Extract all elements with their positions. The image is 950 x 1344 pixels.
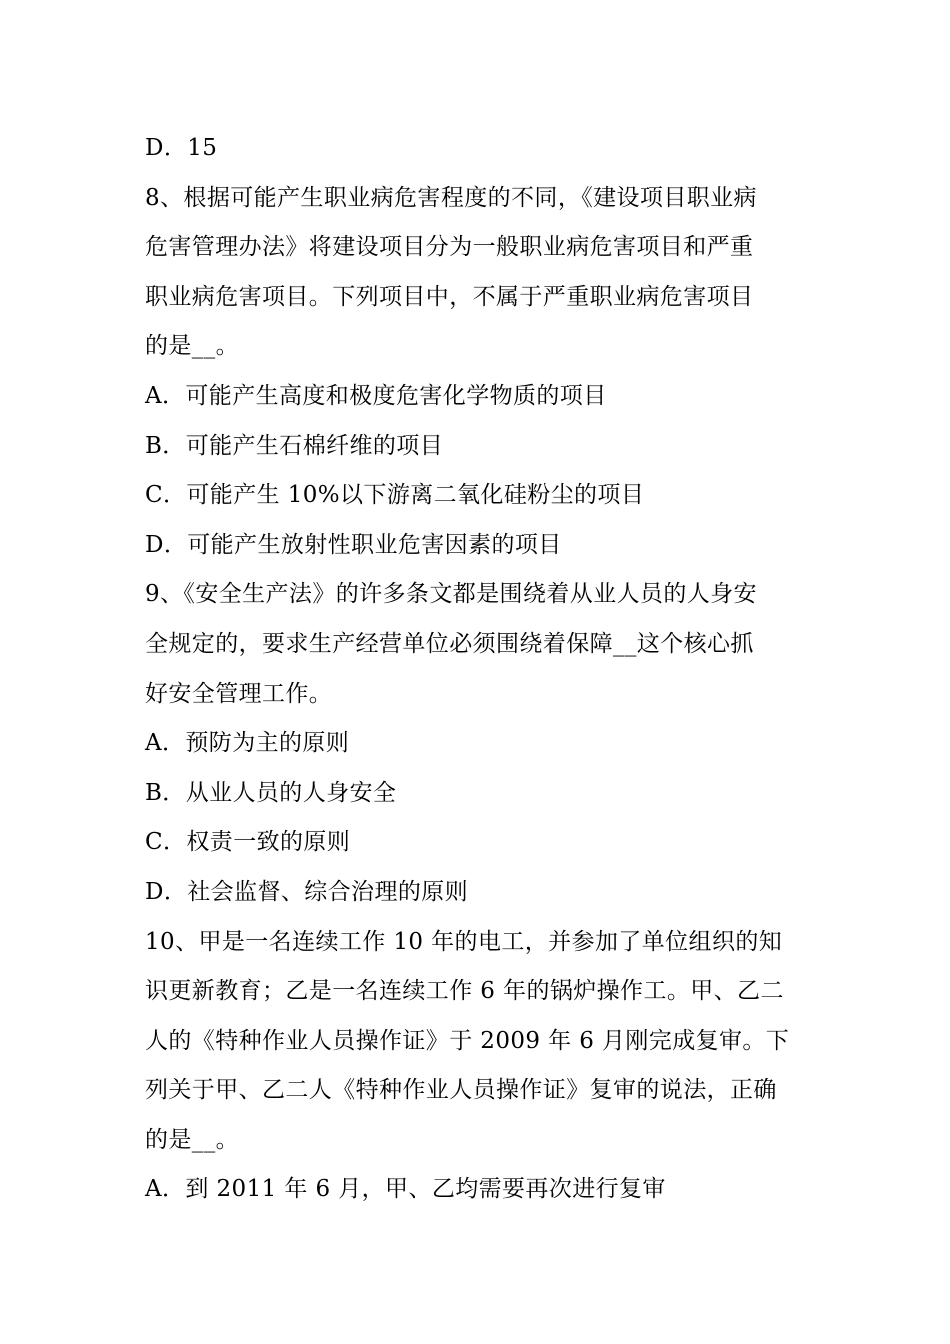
question-8-option-d: D．可能产生放射性职业危害因素的项目 [145,531,562,558]
question-8-line-2: 危害管理办法》将建设项目分为一般职业病危害项目和严重 [145,234,754,261]
question-10-line-3: 人的《特种作业人员操作证》于 2009 年 6 月刚完成复审。下 [145,1027,790,1054]
question-9-option-b: B．从业人员的人身安全 [145,779,397,806]
question-8-line-3: 职业病危害项目。下列项目中，不属于严重职业病危害项目 [145,283,754,310]
question-8-line-4: 的是__。 [145,333,239,360]
option-d-q7: D．15 [145,135,218,161]
question-9-line-1: 9、《安全生产法》的许多条文都是围绕着从业人员的人身安 [145,581,757,608]
question-8-option-a: A．可能产生高度和极度危害化学物质的项目 [145,382,607,409]
question-9-line-3: 好安全管理工作。 [145,680,333,707]
question-10-line-5: 的是__。 [145,1126,239,1153]
document-page [145,124,810,1215]
question-9-option-a: A．预防为主的原则 [145,730,350,757]
question-8-option-b: B．可能产生石棉纤维的项目 [145,432,444,459]
question-10-line-4: 列关于甲、乙二人《特种作业人员操作证》复审的说法，正确 [145,1077,777,1104]
question-9-line-2: 全规定的，要求生产经营单位必须围绕着保障__这个核心抓 [145,630,754,657]
question-10-line-2: 识更新教育；乙是一名连续工作 6 年的锅炉操作工。甲、乙二 [145,978,784,1005]
question-10-line-1: 10、甲是一名连续工作 10 年的电工，并参加了单位组织的知 [145,928,783,955]
question-8-line-1: 8、根据可能产生职业病危害程度的不同，《建设项目职业病 [145,184,757,211]
question-9-option-c: C．权责一致的原则 [145,829,351,856]
question-8-option-c: C．可能产生 10%以下游离二氧化硅粉尘的项目 [145,482,645,509]
question-10-option-a: A．到 2011 年 6 月，甲、乙均需要再次进行复审 [145,1176,666,1203]
question-9-option-d: D．社会监督、综合治理的原则 [145,878,469,905]
